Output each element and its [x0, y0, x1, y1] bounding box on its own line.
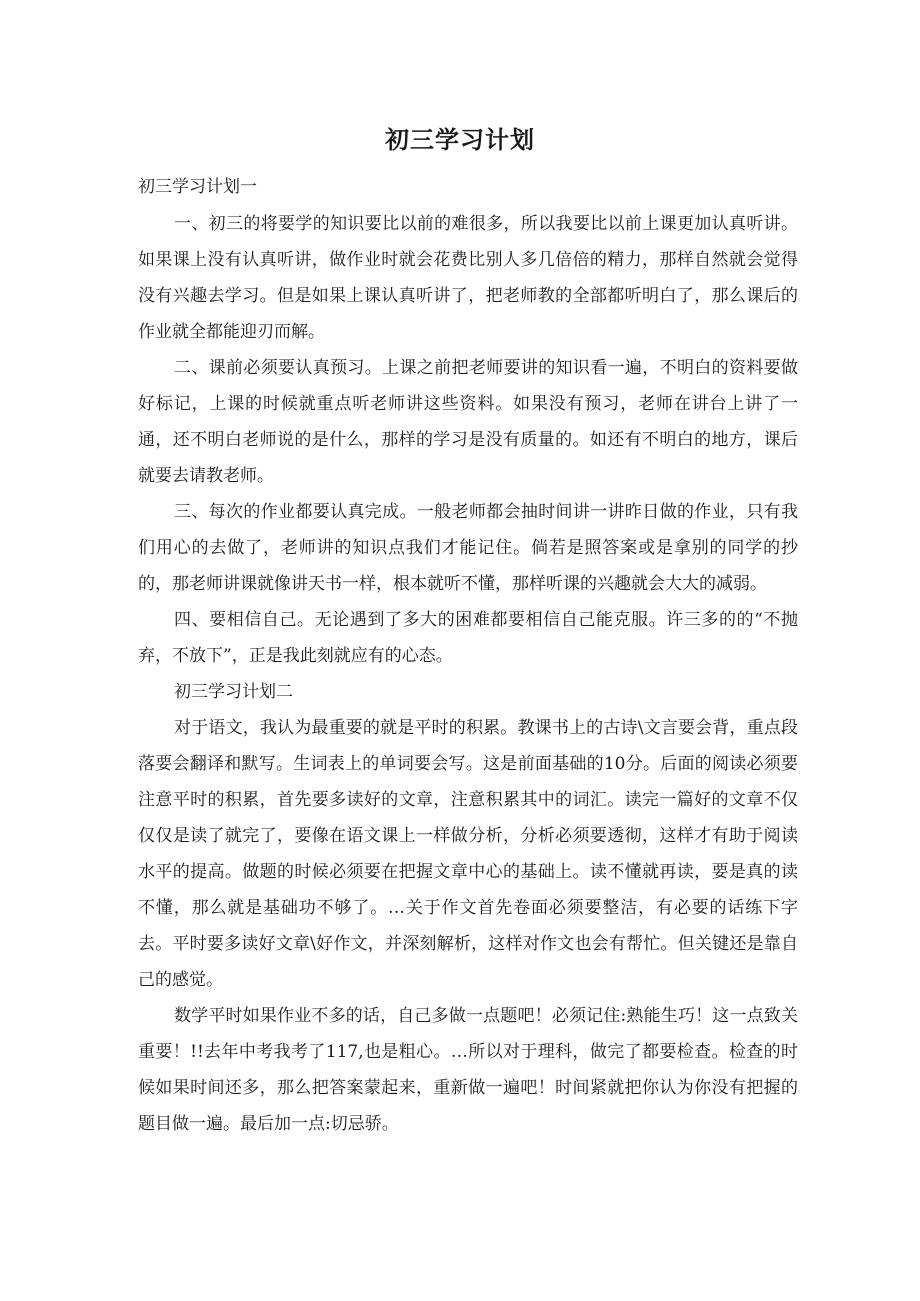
plan1-paragraph-4: 四、要相信自己。无论遇到了多大的困难都要相信自己能克服。许三多的的“不抛弃，不放下”，正是我此刻就应有的心态。 — [138, 610, 798, 666]
document-body — [138, 206, 798, 1142]
document-title: 初三学习计划 — [385, 125, 535, 154]
plan1-paragraph-2: 二、课前必须要认真预习。上课之前把老师要讲的知识看一遍，不明白的资料要做好标记，上课的时候就重点听老师讲这些资料。如果没有预习，老师在讲台上讲了一通，还不明白老师说的是什么，那样的学习是没有质量的。如还有不明白的地方，课后就要去请教老师。 — [138, 358, 798, 486]
plan2-paragraph-1: 对于语文，我认为最重要的就是平时的积累。教课书上的古诗\文言要会背，重点段落要会翻译和默写。生词表上的单词要会写。这是前面基础的10分。后面的阅读必须要注意平时的积累，首先要多读好的文章，注意积累其中的词汇。读完一篇好的文章不仅仅仅是读了就完了，要像在语文课上一样做分析，分析必须要透彻，这样才有助于阅读水平的提高。做题的时候必须要在把握文章中心的基础上。读不懂就再读，要是真的读不懂，那么就是基础功不够了。…关于作文首先卷面必须要整洁，有必要的话练下字去。平时要多读好文章\好作文，并深刻解析，这样对作文也会有帮忙。但关键还是靠自己的感觉。 — [138, 718, 798, 990]
plan1-paragraph-3: 三、每次的作业都要认真完成。一般老师都会抽时间讲一讲昨日做的作业，只有我们用心的去做了，老师讲的知识点我们才能记住。倘若是照答案或是拿别的同学的抄的，那老师讲课就像讲天书一样，根本就听不懂，那样听课的兴趣就会大大的减弱。 — [138, 502, 798, 594]
plan2-paragraph-2: 数学平时如果作业不多的话，自己多做一点题吧！必须记住:熟能生巧！这一点致关重要！!!去年中考我考了117,也是粗心。…所以对于理科，做完了都要检查。检查的时候如果时间还多，那么把答案蒙起来，重新做一遍吧！时间紧就把你认为你没有把握的题目做一遍。最后加一点:切忌骄。 — [138, 1006, 798, 1134]
plan1-paragraph-1: 一、初三的将要学的知识要比以前的难很多，所以我要比以前上课更加认真听讲。如果课上没有认真听讲，做作业时就会花费比别人多几倍倍的精力，那样自然就会觉得没有兴趣去学习。但是如果上课认真听讲了，把老师教的全部都听明白了，那么课后的作业就全都能迎刃而解。 — [138, 214, 798, 342]
plan2-heading: 初三学习计划二 — [174, 682, 293, 702]
plan1-heading: 初三学习计划一 — [138, 177, 257, 197]
